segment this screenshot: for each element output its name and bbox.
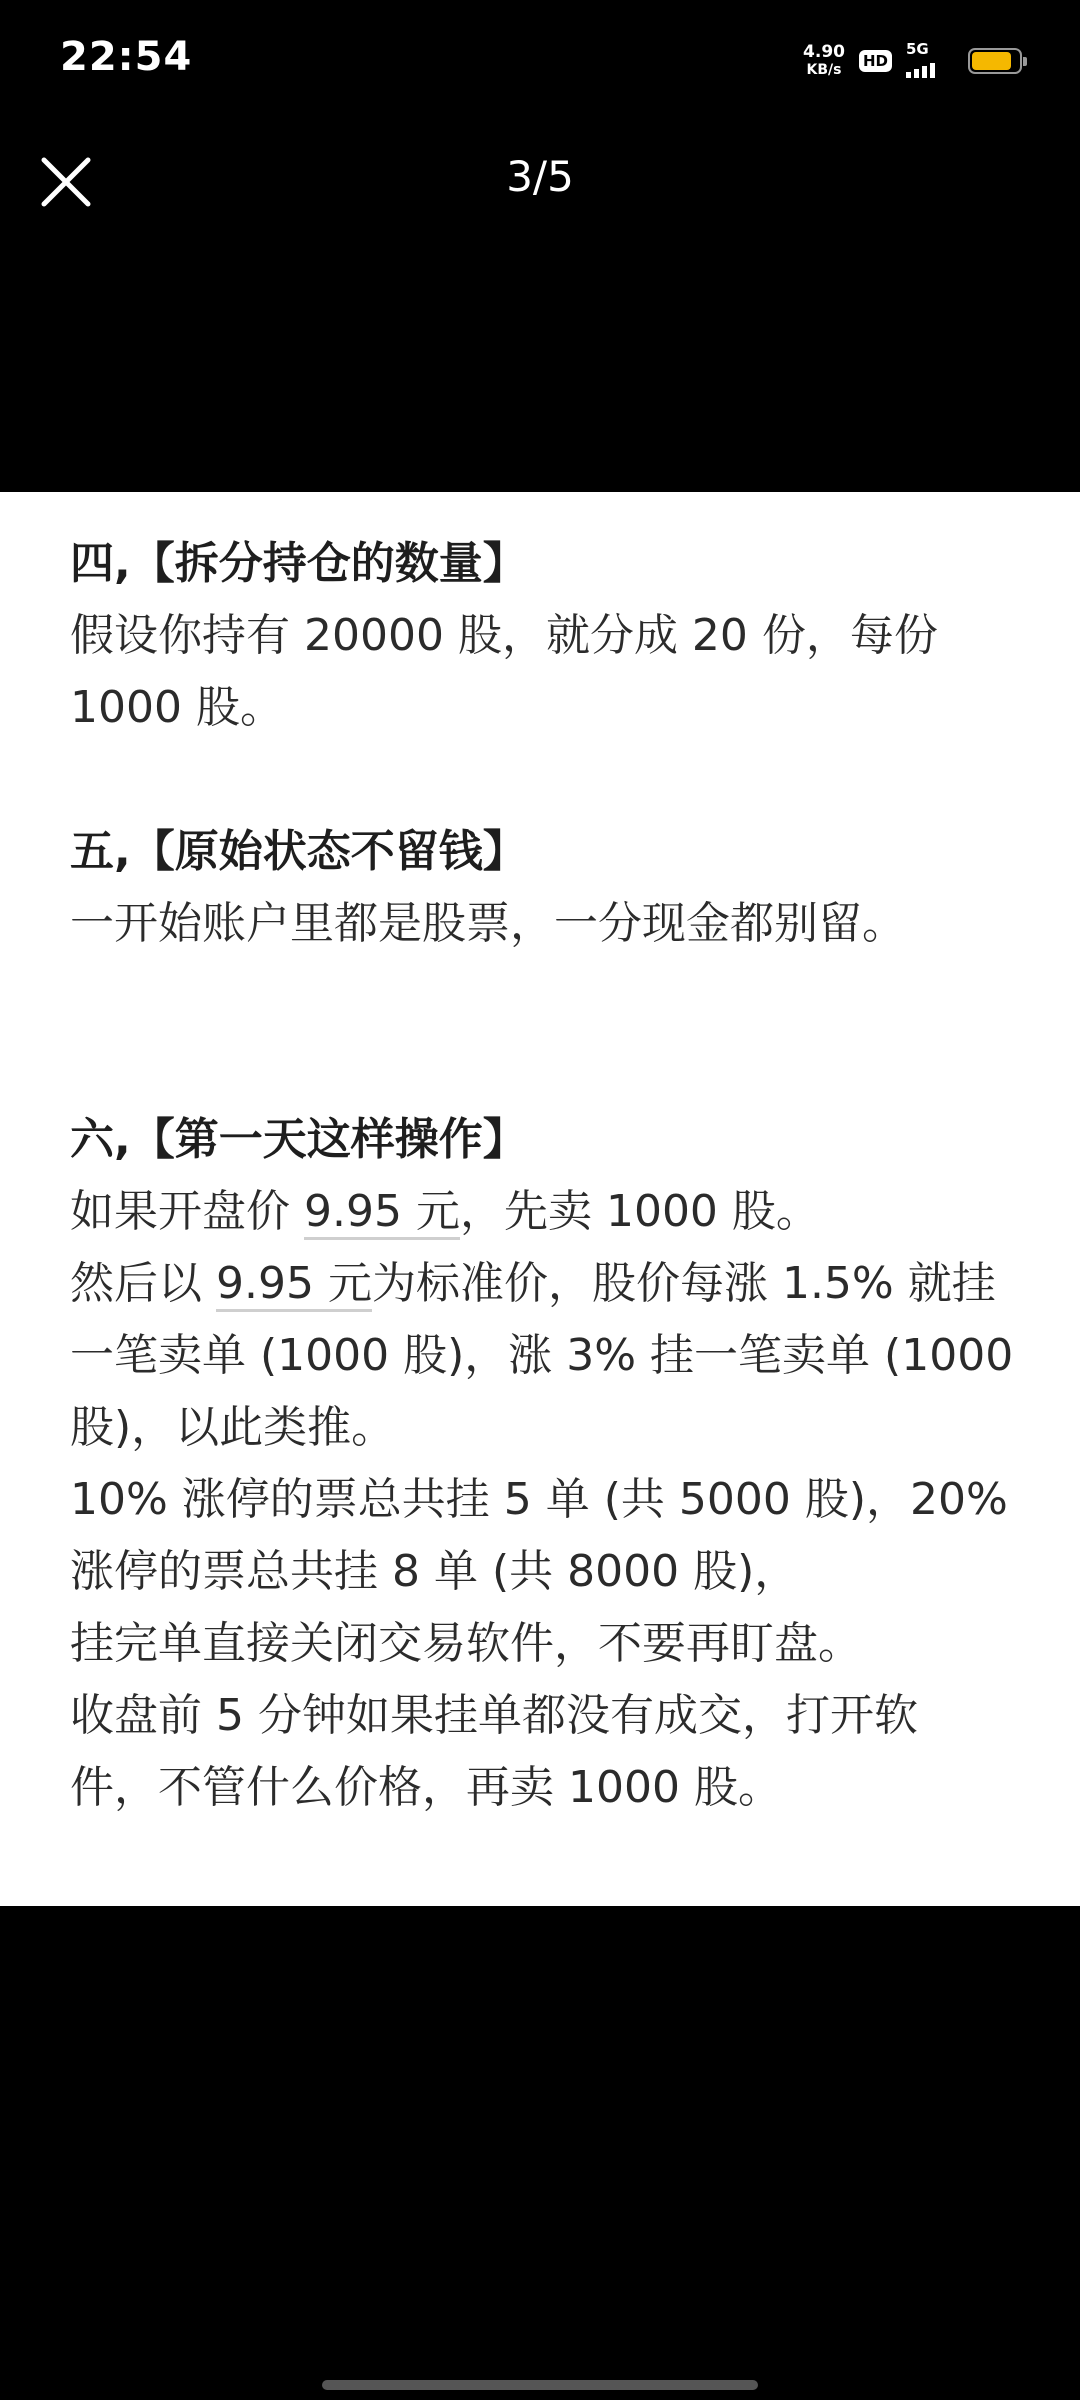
network-speed-unit: KB/s (806, 62, 842, 78)
section-6-heading: 六,【第一天这样操作】 (70, 1114, 527, 1165)
home-indicator[interactable] (322, 2380, 758, 2390)
section-5-heading: 五,【原始状态不留钱】 (70, 826, 527, 877)
section-6-line: 涨停的票总共挂 8 单 (共 8000 股)， (70, 1546, 799, 1597)
section-4-line: 假设你持有 20000 股，就分成 20 份，每份 (70, 610, 938, 661)
text-segment: 然后以 (70, 1258, 216, 1309)
status-bar (0, 0, 1080, 120)
section-6-line: 一笔卖单 (1000 股)，涨 3% 挂一笔卖单 (1000 (70, 1330, 1014, 1381)
status-time: 22:54 (60, 34, 193, 80)
network-speed (803, 43, 845, 79)
text-segment: ，先卖 1000 股。 (459, 1186, 820, 1237)
article-text (70, 528, 1030, 1824)
price-link[interactable]: 9.95 元 (216, 1258, 372, 1312)
hd-icon: HD (859, 50, 892, 72)
battery-fill (972, 52, 1011, 70)
text-segment: 为标准价，股价每涨 1.5% 就挂 (371, 1258, 996, 1309)
status-icons (803, 38, 1022, 84)
price-link[interactable]: 9.95 元 (304, 1186, 460, 1240)
text-segment: 如果开盘价 (70, 1186, 304, 1237)
section-4-heading: 四,【拆分持仓的数量】 (70, 538, 527, 589)
page-counter: 3/5 (506, 152, 574, 201)
section-6-line (70, 1248, 1030, 1320)
section-6-line: 收盘前 5 分钟如果挂单都没有成交，打开软 (70, 1690, 918, 1741)
network-speed-value: 4.90 (803, 42, 845, 62)
section-6-line (70, 1176, 1030, 1248)
section-5-line: 一开始账户里都是股票，一分现金都别留。 (70, 898, 906, 949)
content-image[interactable] (0, 492, 1080, 1906)
signal-icon (906, 40, 954, 78)
battery-icon (968, 48, 1022, 74)
section-6-line: 股)，以此类推。 (70, 1402, 396, 1453)
network-type: 5G (906, 40, 929, 58)
section-6-line: 10% 涨停的票总共挂 5 单 (共 5000 股)，20% (70, 1474, 1008, 1525)
section-6-line: 挂完单直接关闭交易软件，不要再盯盘。 (70, 1618, 862, 1669)
section-6-line: 件，不管什么价格，再卖 1000 股。 (70, 1762, 782, 1813)
section-4-line: 1000 股。 (70, 682, 284, 733)
